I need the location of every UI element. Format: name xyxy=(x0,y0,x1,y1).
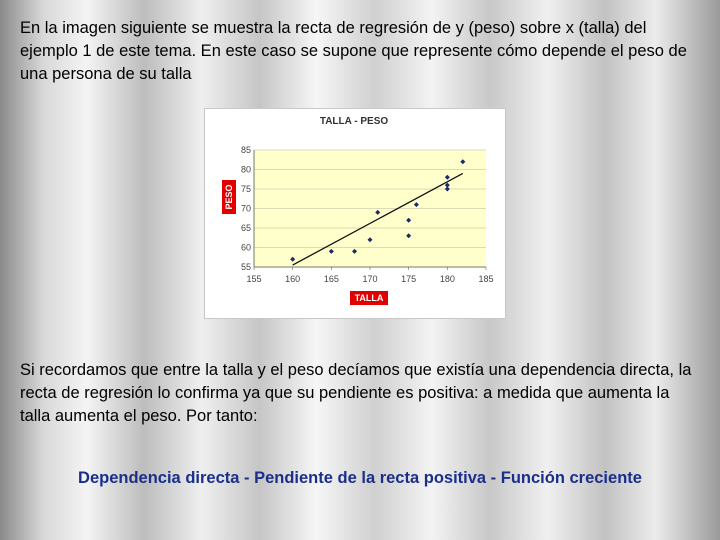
x-tick-label: 180 xyxy=(439,274,455,284)
y-axis-label: PESO xyxy=(222,180,236,214)
intro-paragraph: En la imagen siguiente se muestra la recta de regresión de y (peso) sobre x (talla) del ejemplo 1 de este tema. En este caso se supone que represente cómo depende el peso de una persona de su talla xyxy=(20,19,687,83)
x-tick-label: 170 xyxy=(362,274,378,284)
y-tick-label: 85 xyxy=(240,145,251,155)
x-tick-label: 165 xyxy=(323,274,339,284)
x-tick-label: 185 xyxy=(478,274,494,284)
x-tick-label: 175 xyxy=(401,274,417,284)
y-tick-label: 65 xyxy=(240,223,251,233)
chart-title: TALLA - PESO xyxy=(319,116,389,127)
x-axis-label: TALLA xyxy=(350,291,388,305)
y-tick-label: 75 xyxy=(240,184,251,194)
y-tick-label: 55 xyxy=(240,262,251,272)
y-tick-label: 70 xyxy=(240,203,251,214)
y-tick-label: 80 xyxy=(240,164,251,175)
x-tick-label: 160 xyxy=(285,274,301,284)
y-tick-label: 60 xyxy=(240,242,251,253)
explanation-paragraph: Si recordamos que entre la talla y el peso decíamos que existía una dependencia directa, la recta de regresión lo confirma ya que su pendiente es positiva: a medida que aumenta la talla aumenta el peso. Por tanto: xyxy=(20,361,692,425)
conclusion-text: Dependencia directa - Pendiente de la recta positiva - Función creciente xyxy=(78,469,642,487)
x-tick-label: 155 xyxy=(246,274,262,284)
